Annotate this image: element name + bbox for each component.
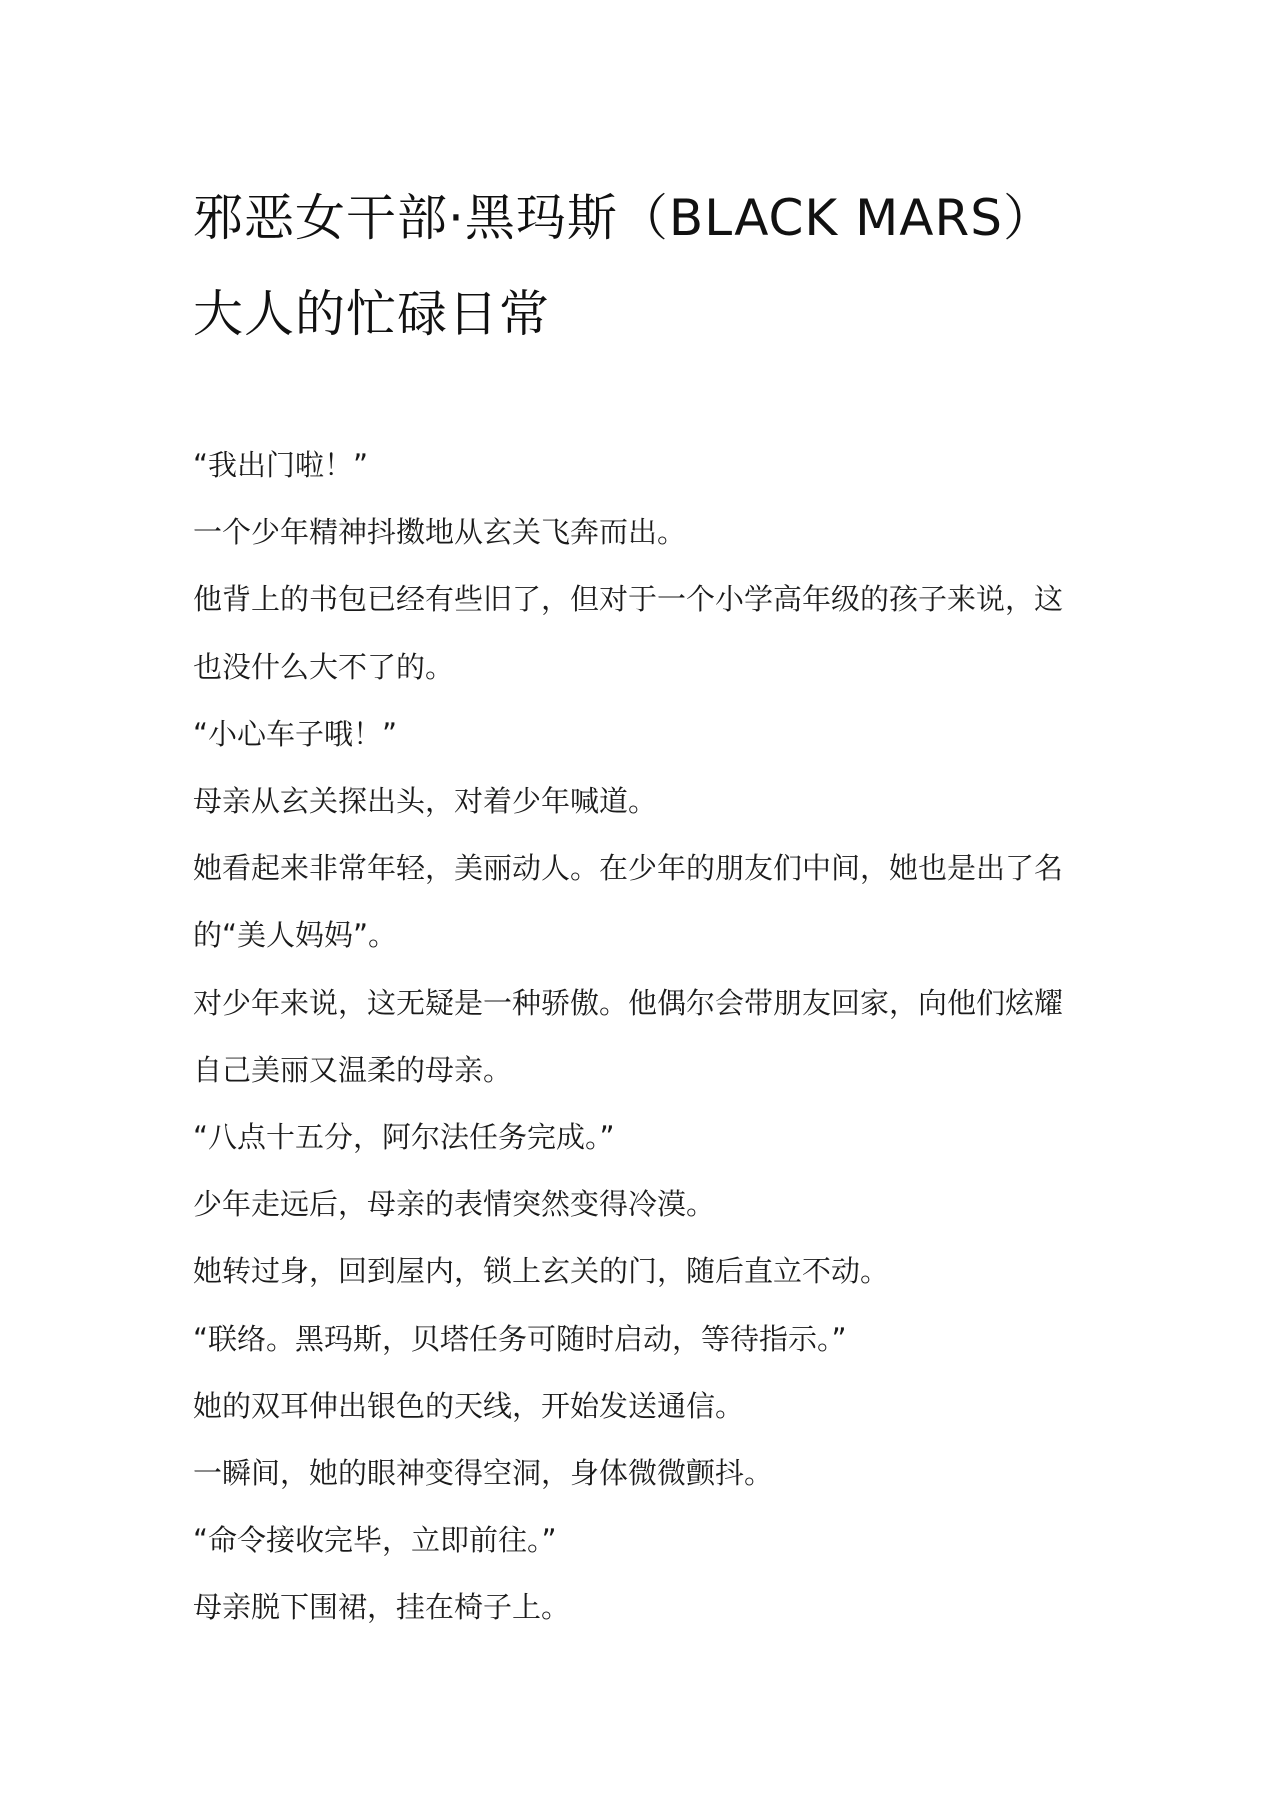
text-line: 的“美人妈妈”。 [193, 918, 398, 953]
text-line: 一瞬间，她的眼神变得空洞，身体微微颤抖。 [193, 1456, 774, 1491]
document-body [193, 432, 1093, 1642]
text-line: “小心车子哦！” [193, 716, 398, 751]
text-line: “命令接收完毕，立即前往。” [193, 1523, 557, 1558]
text-line: 她的双耳伸出银色的天线，开始发送通信。 [193, 1388, 745, 1423]
title-line-1: 邪恶女干部·黑玛斯（BLACK MARS） [193, 189, 1054, 247]
title-line-2: 大人的忙碌日常 [193, 285, 550, 343]
document-title [193, 170, 1113, 362]
text-line: 一个少年精神抖擞地从玄关飞奔而出。 [193, 515, 687, 550]
text-line: 自己美丽又温柔的母亲。 [193, 1052, 513, 1087]
text-line: “八点十五分，阿尔法任务完成。” [193, 1120, 615, 1155]
text-line: “我出门啦！” [193, 448, 369, 482]
text-line: 她转过身，回到屋内，锁上玄关的门，随后直立不动。 [193, 1254, 890, 1289]
text-line: 母亲从玄关探出头，对着少年喊道。 [193, 784, 658, 819]
text-line: 他背上的书包已经有些旧了，但对于一个小学高年级的孩子来说，这 [193, 582, 1064, 617]
text-line: 她看起来非常年轻，美丽动人。在少年的朋友们中间，她也是出了名 [193, 851, 1064, 886]
text-line: 对少年来说，这无疑是一种骄傲。他偶尔会带朋友回家，向他们炫耀 [193, 985, 1064, 1020]
text-line: 母亲脱下围裙，挂在椅子上。 [193, 1590, 571, 1625]
text-line: 少年走远后，母亲的表情突然变得冷漠。 [193, 1187, 716, 1222]
text-line: “联络。黑玛斯，贝塔任务可随时启动，等待指示。” [193, 1321, 847, 1356]
text-line: 也没什么大不了的。 [193, 649, 455, 684]
